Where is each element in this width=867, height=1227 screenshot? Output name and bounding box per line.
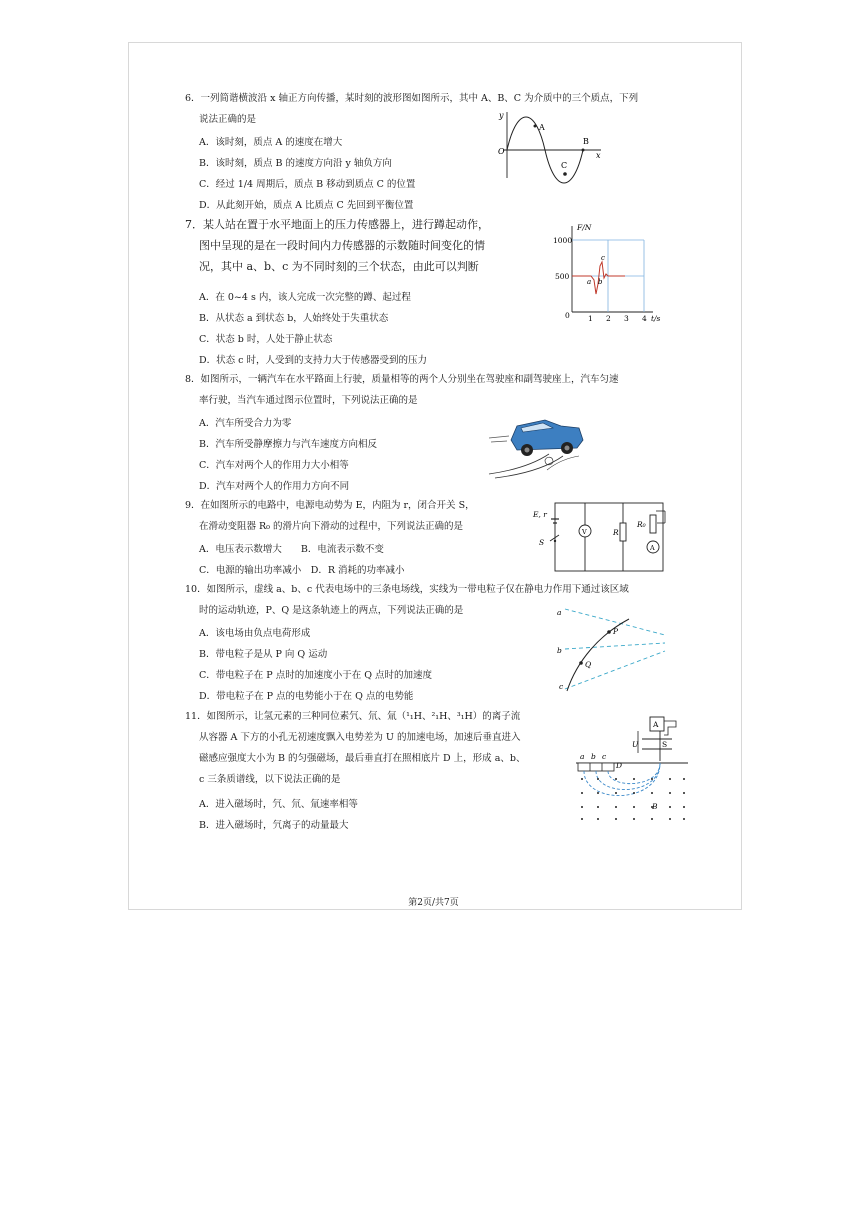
q9-circuit-diagram (535, 497, 675, 577)
q10-fig-line-c: c (559, 682, 564, 691)
q11-line1: 11．如图所示，让氢元素的三种同位素氕、氘、氚（¹₁H、²₁H、³₁H）的离子流 (185, 711, 521, 722)
q9-option-ab: A．电压表示数增大 B．电流表示数不变 (199, 544, 384, 555)
q10-option-d: D．带电粒子在 P 点的电势能小于在 Q 点的电势能 (199, 691, 414, 702)
q6-wave-figure (495, 108, 605, 180)
q9-fig-rheostat-r0: R₀ (637, 520, 646, 529)
q8-car-illustration (487, 410, 597, 480)
q7-fig-state-c: c (601, 254, 605, 262)
q10-option-b: B．带电粒子是从 P 向 Q 运动 (199, 649, 328, 660)
q11-fig-line-a: a (580, 752, 585, 761)
q7-force-graph (545, 222, 670, 324)
q6-option-b: B．该时刻，质点 B 的速度方向沿 y 轴负方向 (199, 158, 392, 169)
q6-fig-point-b: B (583, 137, 589, 146)
q8-option-d: D．汽车对两个人的作用力方向不同 (199, 481, 350, 492)
q10-line2: 时的运动轨迹，P、Q 是这条轨迹上的两点，下列说法正确的是 (199, 605, 464, 616)
q7-fig-x-label: t/s (651, 314, 661, 323)
q7-fig-tick-1000: 1000 (553, 236, 573, 245)
q11-fig-plate-d: D (616, 761, 623, 770)
q7-fig-origin: 0 (565, 311, 570, 320)
q7-fig-tick-500: 500 (555, 272, 570, 281)
q11-fig-container-a: A (653, 720, 659, 729)
q7-fig-tick-3: 3 (624, 314, 629, 323)
q6-fig-x-label: x (596, 151, 601, 160)
q8-line1: 8．如图所示，一辆汽车在水平路面上行驶，质量相等的两个人分别坐在驾驶座和副驾驶座上，汽车匀速 (185, 374, 619, 385)
q9-fig-switch-label: S (539, 538, 545, 547)
q11-line4: c 三条质谱线，以下说法正确的是 (199, 774, 341, 785)
q8-option-a: A．汽车所受合力为零 (199, 418, 292, 429)
q7-option-a: A．在 0~4 s 内，该人完成一次完整的蹲、起过程 (199, 292, 411, 303)
q6-fig-point-a: A (539, 123, 545, 132)
q11-option-b: B．进入磁场时，氕离子的动量最大 (199, 820, 349, 831)
q6-fig-y-label: y (499, 111, 504, 120)
page-footer: 第2页/共7页 (408, 898, 459, 908)
q9-fig-source-label: E, r (533, 510, 547, 519)
q10-fig-point-q: Q (585, 660, 592, 669)
q6-option-a: A．该时刻，质点 A 的速度在增大 (199, 137, 343, 148)
q7-fig-tick-4: 4 (642, 314, 647, 323)
q11-line2: 从容器 A 下方的小孔无初速度飘入电势差为 U 的加速电场，加速后垂直进入 (199, 732, 521, 743)
q7-fig-tick-2: 2 (606, 314, 611, 323)
q7-line3: 况，其中 a、b、c 为不同时刻的三个状态，由此可以判断 (199, 260, 479, 273)
q6-line2: 说法正确的是 (199, 114, 257, 125)
q6-option-c: C．经过 1/4 周期后，质点 B 移动到质点 C 的位置 (199, 179, 416, 190)
q6-option-d: D．从此刻开始，质点 A 比质点 C 先回到平衡位置 (199, 200, 414, 211)
question-7-stem (185, 218, 489, 273)
q8-option-b: B．汽车所受静摩擦力与汽车速度方向相反 (199, 439, 377, 450)
q6-fig-origin: O (498, 147, 505, 156)
q10-option-c: C．带电粒子在 P 点时的加速度小于在 Q 点时的加速度 (199, 670, 433, 681)
q9-option-cd: C．电源的输出功率减小 D．R 消耗的功率减小 (199, 565, 405, 576)
q10-option-a: A．该电场由负点电荷形成 (199, 628, 311, 639)
question-9-stem (185, 499, 475, 533)
q7-line2: 图中呈现的是在一段时间内力传感器的示数随时间变化的情 (199, 239, 485, 252)
q8-option-c: C．汽车对两个人的作用力大小相等 (199, 460, 349, 471)
q10-fig-line-a: a (557, 608, 562, 617)
q10-field-line-figure (555, 605, 670, 693)
q9-line1: 9．在如图所示的电路中，电源电动势为 E，内阻为 r，闭合开关 S， (185, 500, 475, 511)
q9-fig-voltmeter: V (582, 528, 587, 536)
question-11-stem (185, 710, 525, 786)
q9-fig-resistor-r: R (613, 528, 619, 537)
q11-fig-slit-s: S (662, 740, 668, 749)
question-8-stem (185, 373, 619, 407)
q11-fig-line-b: b (591, 752, 596, 761)
q7-fig-y-label: F/N (577, 223, 592, 232)
q10-line1: 10．如图所示，虚线 a、b、c 代表电场中的三条电场线，实线为一带电粒子仅在静电力作用下通过该区域 (185, 584, 629, 595)
q11-fig-line-c: c (602, 752, 607, 761)
q7-option-c: C．状态 b 时，人处于静止状态 (199, 334, 333, 345)
q9-line2: 在滑动变阻器 R₀ 的滑片向下滑动的过程中，下列说法正确的是 (199, 521, 464, 532)
q11-line3: 磁感应强度大小为 B 的匀强磁场，最后垂直打在照相底片 D 上，形成 a、b、 (199, 753, 526, 764)
q11-fig-field-b: B (652, 802, 658, 811)
q6-line1: 6．一列简谐横波沿 x 轴正方向传播，某时刻的波形图如图所示，其中 A、B、C 为介质中的三个质点，下列 (185, 93, 639, 104)
q10-fig-point-p: P (613, 627, 619, 636)
q11-mass-spectrometer-figure (572, 713, 692, 823)
q7-option-b: B．从状态 a 到状态 b，人始终处于失重状态 (199, 313, 389, 324)
q6-fig-point-c: C (561, 161, 568, 170)
q10-fig-line-b: b (557, 646, 562, 655)
q11-fig-voltage-u: U (632, 740, 639, 749)
q11-option-a: A．进入磁场时，氕、氘、氚速率相等 (199, 799, 358, 810)
q7-fig-state-a: a (587, 278, 592, 286)
q9-fig-ammeter: A (650, 544, 655, 552)
q7-line1: 7．某人站在置于水平地面上的压力传感器上，进行蹲起动作， (185, 218, 489, 231)
q7-fig-state-b: b (598, 278, 603, 286)
q7-fig-tick-1: 1 (588, 314, 593, 323)
q8-line2: 率行驶，当汽车通过图示位置时，下列说法正确的是 (199, 395, 418, 406)
q7-option-d: D．状态 c 时，人受到的支持力大于传感器受到的压力 (199, 355, 427, 366)
